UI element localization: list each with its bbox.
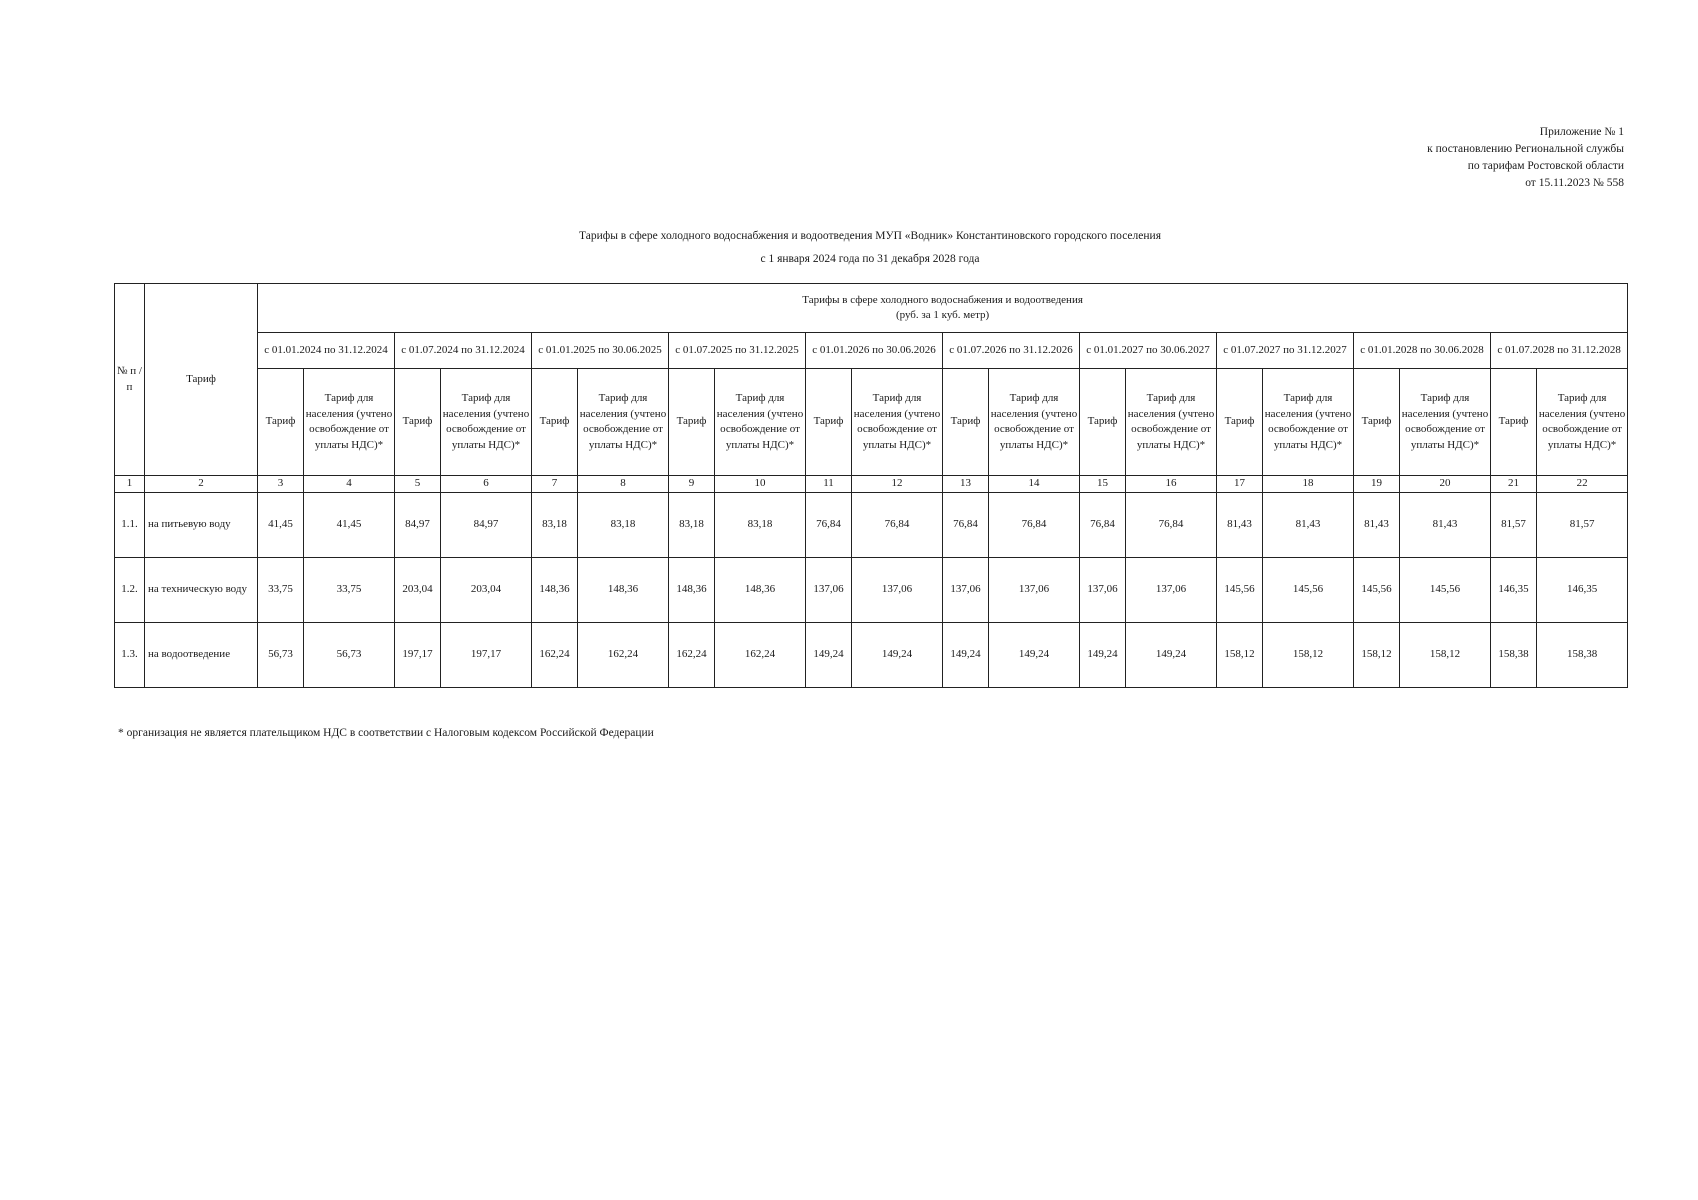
tariff-value: 148,36	[669, 557, 715, 622]
header-sub-tariff: Тариф	[669, 369, 715, 476]
header-period: с 01.07.2026 по 31.12.2026	[943, 333, 1080, 369]
tariff-value: 56,73	[258, 622, 304, 687]
header-period: с 01.01.2027 по 30.06.2027	[1080, 333, 1217, 369]
tariff-value: 81,57	[1537, 492, 1628, 557]
appendix-line: от 15.11.2023 № 558	[1525, 177, 1624, 189]
column-number: 1	[115, 476, 145, 493]
tariff-value: 76,84	[1080, 492, 1126, 557]
tariff-value: 83,18	[532, 492, 578, 557]
table-row	[115, 622, 1628, 687]
header-sub-population: Тариф для населения (учтено освобождение от уплаты НДС)*	[1400, 369, 1491, 476]
tariff-value: 203,04	[441, 557, 532, 622]
column-number: 18	[1263, 476, 1354, 493]
column-number: 6	[441, 476, 532, 493]
header-sub-tariff: Тариф	[532, 369, 578, 476]
header-period: с 01.07.2028 по 31.12.2028	[1491, 333, 1628, 369]
tariff-value: 149,24	[989, 622, 1080, 687]
header-sub-population: Тариф для населения (учтено освобождение от уплаты НДС)*	[852, 369, 943, 476]
column-number: 11	[806, 476, 852, 493]
header-sub-tariff: Тариф	[943, 369, 989, 476]
tariff-value: 158,12	[1263, 622, 1354, 687]
tariff-value: 76,84	[852, 492, 943, 557]
column-number: 22	[1537, 476, 1628, 493]
tariff-value: 146,35	[1537, 557, 1628, 622]
column-number: 17	[1217, 476, 1263, 493]
header-sub-population: Тариф для населения (учтено освобождение от уплаты НДС)*	[578, 369, 669, 476]
document-subtitle: с 1 января 2024 года по 31 декабря 2028 года	[760, 253, 980, 265]
row-number: 1.1.	[115, 492, 145, 557]
header-sub-tariff: Тариф	[1354, 369, 1400, 476]
column-number: 9	[669, 476, 715, 493]
header-sub-population: Тариф для населения (учтено освобождение от уплаты НДС)*	[715, 369, 806, 476]
tariff-value: 76,84	[943, 492, 989, 557]
tariff-value: 81,43	[1354, 492, 1400, 557]
header-group	[258, 284, 1628, 333]
tariff-value: 158,12	[1217, 622, 1263, 687]
tariff-value: 145,56	[1354, 557, 1400, 622]
tariff-value: 158,12	[1400, 622, 1491, 687]
tariff-value: 137,06	[1126, 557, 1217, 622]
table-row	[115, 557, 1628, 622]
row-name: на водоотведение	[145, 622, 258, 687]
tariff-value: 162,24	[715, 622, 806, 687]
header-sub-tariff: Тариф	[1491, 369, 1537, 476]
header-sub-population: Тариф для населения (учтено освобождение от уплаты НДС)*	[989, 369, 1080, 476]
tariff-value: 158,38	[1491, 622, 1537, 687]
header-period: с 01.07.2025 по 31.12.2025	[669, 333, 806, 369]
header-period: с 01.07.2024 по 31.12.2024	[395, 333, 532, 369]
appendix-line: к постановлению Региональной службы	[1427, 143, 1624, 155]
tariff-value: 145,56	[1217, 557, 1263, 622]
header-sub-tariff: Тариф	[395, 369, 441, 476]
column-number: 7	[532, 476, 578, 493]
tariff-value: 148,36	[578, 557, 669, 622]
column-number: 5	[395, 476, 441, 493]
appendix-block	[1427, 124, 1624, 192]
header-sub-tariff: Тариф	[1080, 369, 1126, 476]
tariff-value: 149,24	[943, 622, 989, 687]
header-period: с 01.01.2026 по 30.06.2026	[806, 333, 943, 369]
tariff-value: 162,24	[578, 622, 669, 687]
row-name: на техническую воду	[145, 557, 258, 622]
tariff-value: 76,84	[989, 492, 1080, 557]
tariff-value: 76,84	[806, 492, 852, 557]
header-sub-tariff: Тариф	[806, 369, 852, 476]
tariff-value: 56,73	[304, 622, 395, 687]
tariff-value: 81,57	[1491, 492, 1537, 557]
tariff-value: 137,06	[806, 557, 852, 622]
document-title: Тарифы в сфере холодного водоснабжения и водоотведения МУП «Водник» Константиновского городского поселения	[579, 230, 1161, 242]
tariff-value: 145,56	[1263, 557, 1354, 622]
header-sub-population: Тариф для населения (учтено освобождение от уплаты НДС)*	[1537, 369, 1628, 476]
tariff-value: 149,24	[1126, 622, 1217, 687]
tariff-value: 162,24	[669, 622, 715, 687]
tariff-value: 158,38	[1537, 622, 1628, 687]
header-period: с 01.01.2028 по 30.06.2028	[1354, 333, 1491, 369]
tariff-value: 83,18	[669, 492, 715, 557]
row-number: 1.2.	[115, 557, 145, 622]
column-number: 10	[715, 476, 806, 493]
header-sub-tariff: Тариф	[1217, 369, 1263, 476]
tariff-value: 148,36	[715, 557, 806, 622]
column-number: 4	[304, 476, 395, 493]
header-group-units: (руб. за 1 куб. метр)	[895, 309, 990, 321]
tariff-value: 149,24	[806, 622, 852, 687]
column-number: 13	[943, 476, 989, 493]
appendix-line: по тарифам Ростовской области	[1467, 160, 1624, 172]
column-number: 20	[1400, 476, 1491, 493]
column-number: 19	[1354, 476, 1400, 493]
tariff-value: 83,18	[715, 492, 806, 557]
header-sub-population: Тариф для населения (учтено освобождение от уплаты НДС)*	[1263, 369, 1354, 476]
tariff-table	[114, 283, 1628, 688]
header-period: с 01.01.2025 по 30.06.2025	[532, 333, 669, 369]
tariff-value: 33,75	[258, 557, 304, 622]
header-sub-population: Тариф для населения (учтено освобождение от уплаты НДС)*	[441, 369, 532, 476]
header-sub-tariff: Тариф	[258, 369, 304, 476]
column-number: 14	[989, 476, 1080, 493]
tariff-value: 149,24	[1080, 622, 1126, 687]
footnote: * организация не является плательщиком НДС в соответствии с Налоговым кодексом Российской Федерации	[118, 727, 654, 739]
tariff-value: 149,24	[852, 622, 943, 687]
tariff-value: 81,43	[1400, 492, 1491, 557]
column-number: 2	[145, 476, 258, 493]
tariff-value: 145,56	[1400, 557, 1491, 622]
row-number: 1.3.	[115, 622, 145, 687]
header-group-title: Тарифы в сфере холодного водоснабжения и водоотведения	[802, 293, 1083, 306]
tariff-value: 33,75	[304, 557, 395, 622]
column-number: 8	[578, 476, 669, 493]
table-row	[115, 492, 1628, 557]
tariff-value: 137,06	[1080, 557, 1126, 622]
header-sub-population: Тариф для населения (учтено освобождение от уплаты НДС)*	[1126, 369, 1217, 476]
header-period: с 01.01.2024 по 31.12.2024	[258, 333, 395, 369]
tariff-value: 146,35	[1491, 557, 1537, 622]
tariff-value: 41,45	[304, 492, 395, 557]
header-number: № п /п	[115, 284, 145, 476]
tariff-value: 137,06	[943, 557, 989, 622]
column-number: 12	[852, 476, 943, 493]
tariff-value: 197,17	[395, 622, 441, 687]
column-number: 21	[1491, 476, 1537, 493]
tariff-value: 76,84	[1126, 492, 1217, 557]
tariff-value: 162,24	[532, 622, 578, 687]
tariff-value: 81,43	[1263, 492, 1354, 557]
row-name: на питьевую воду	[145, 492, 258, 557]
column-number: 16	[1126, 476, 1217, 493]
tariff-value: 197,17	[441, 622, 532, 687]
header-sub-population: Тариф для населения (учтено освобождение от уплаты НДС)*	[304, 369, 395, 476]
column-number: 3	[258, 476, 304, 493]
tariff-value: 41,45	[258, 492, 304, 557]
tariff-value: 158,12	[1354, 622, 1400, 687]
tariff-value: 84,97	[395, 492, 441, 557]
column-number: 15	[1080, 476, 1126, 493]
tariff-value: 137,06	[852, 557, 943, 622]
appendix-line: Приложение № 1	[1539, 126, 1624, 138]
tariff-value: 137,06	[989, 557, 1080, 622]
tariff-value: 83,18	[578, 492, 669, 557]
tariff-value: 203,04	[395, 557, 441, 622]
header-period: с 01.07.2027 по 31.12.2027	[1217, 333, 1354, 369]
header-tariff: Тариф	[145, 284, 258, 476]
tariff-value: 81,43	[1217, 492, 1263, 557]
tariff-value: 84,97	[441, 492, 532, 557]
tariff-value: 148,36	[532, 557, 578, 622]
